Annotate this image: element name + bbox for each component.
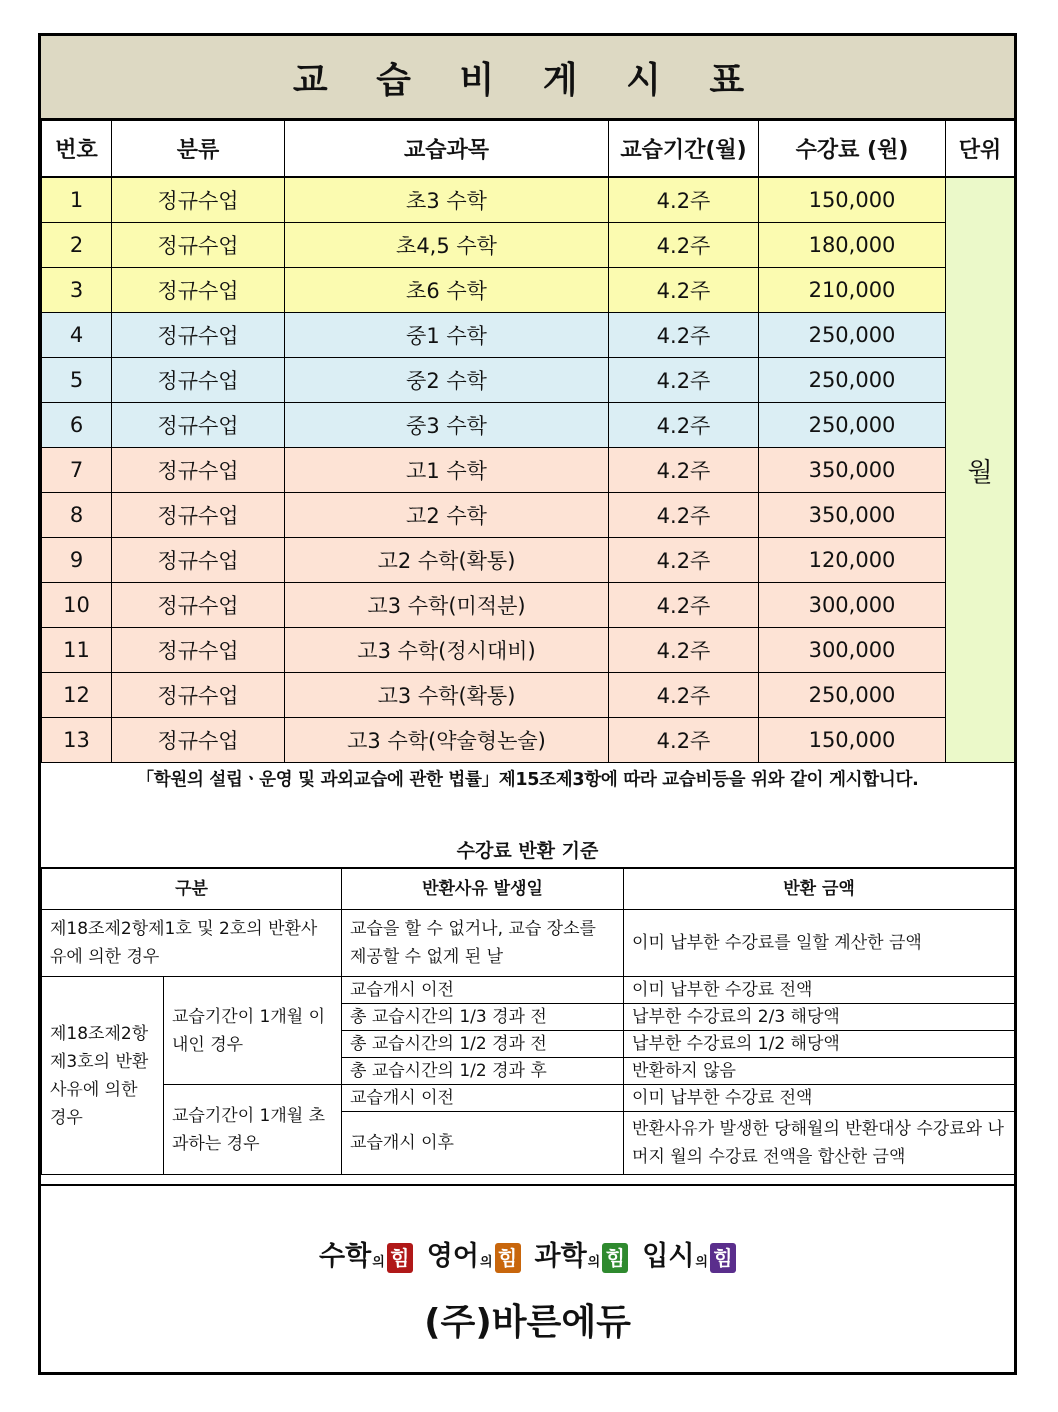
row-subject: 고3 수학(확통) (285, 673, 609, 718)
refund-table (41, 867, 1015, 1175)
refund-r4-when: 총 교습시간의 1/2 경과 후 (342, 1058, 624, 1085)
fee-table-header (42, 121, 1015, 178)
refund-r4-amount: 반환하지 않음 (624, 1058, 1015, 1085)
row-period: 4.2주 (609, 538, 759, 583)
row-number: 3 (42, 268, 112, 313)
row-category: 정규수업 (112, 448, 285, 493)
fee-row (42, 313, 1015, 358)
header-subject: 교습과목 (285, 121, 609, 178)
power-badge: 힘 (710, 1243, 736, 1273)
refund-case2-label: 제18조제2항 제3호의 반환 사유에 의한 경우 (42, 977, 164, 1175)
refund-r3-when: 총 교습시간의 1/2 경과 전 (342, 1031, 624, 1058)
header-category: 분류 (112, 121, 285, 178)
row-period: 4.2주 (609, 268, 759, 313)
row-subject: 중2 수학 (285, 358, 609, 403)
refund-header-amount: 반환 금액 (624, 868, 1015, 910)
refund-case2-sub1: 교습기간이 1개월 이내인 경우 (164, 977, 342, 1085)
fee-row (42, 583, 1015, 628)
refund-r1-when: 교습개시 이전 (342, 977, 624, 1004)
row-number: 7 (42, 448, 112, 493)
row-subject: 고3 수학(정시대비) (285, 628, 609, 673)
row-fee: 250,000 (759, 358, 946, 403)
refund-r2-when: 총 교습시간의 1/3 경과 전 (342, 1004, 624, 1031)
fee-row (42, 268, 1015, 313)
fee-row (42, 223, 1015, 268)
fee-row (42, 177, 1015, 223)
fee-table (41, 120, 1015, 763)
refund-case1-label: 제18조제2항제1호 및 2호의 반환사유에 의한 경우 (42, 910, 342, 977)
row-period: 4.2주 (609, 628, 759, 673)
row-fee: 150,000 (759, 177, 946, 223)
row-period: 4.2주 (609, 313, 759, 358)
legal-notice: 「학원의 설립ㆍ운영 및 과외교습에 관한 법률」제15조제3항에 따라 교습비등을 위와 같이 게시합니다. (136, 770, 919, 790)
refund-r5-amount: 이미 납부한 수강료 전액 (624, 1085, 1015, 1112)
company-name: (주)바른에듀 (424, 1302, 631, 1343)
row-category: 정규수업 (112, 268, 285, 313)
refund-r2-amount: 납부한 수강료의 2/3 해당액 (624, 1004, 1015, 1031)
refund-case2-sub2: 교습기간이 1개월 초과하는 경우 (164, 1085, 342, 1175)
row-category: 정규수업 (112, 493, 285, 538)
row-number: 8 (42, 493, 112, 538)
row-subject: 초6 수학 (285, 268, 609, 313)
row-category: 정규수업 (112, 177, 285, 223)
row-number: 6 (42, 403, 112, 448)
row-subject: 초3 수학 (285, 177, 609, 223)
refund-header (42, 868, 1015, 910)
row-category: 정규수업 (112, 538, 285, 583)
row-category: 정규수업 (112, 313, 285, 358)
row-period: 4.2주 (609, 718, 759, 763)
row-fee: 300,000 (759, 583, 946, 628)
header-number: 번호 (42, 121, 112, 178)
row-number: 11 (42, 628, 112, 673)
fee-row (42, 448, 1015, 493)
row-number: 1 (42, 177, 112, 223)
slogan-banner (41, 1234, 1014, 1273)
fee-row (42, 718, 1015, 763)
row-number: 5 (42, 358, 112, 403)
row-period: 4.2주 (609, 358, 759, 403)
slogan-english: 영어 의 힘 (427, 1234, 521, 1273)
header-unit: 단위 (946, 121, 1015, 178)
refund-r5-when: 교습개시 이전 (342, 1085, 624, 1112)
header-period: 교습기간(월) (609, 121, 759, 178)
row-number: 9 (42, 538, 112, 583)
row-category: 정규수업 (112, 403, 285, 448)
refund-r6-when: 교습개시 이후 (342, 1112, 624, 1175)
slogan-science: 과학 의 힘 (535, 1234, 629, 1273)
row-subject: 고3 수학(약술형논술) (285, 718, 609, 763)
fee-row (42, 673, 1015, 718)
refund-case1-amount: 이미 납부한 수강료를 일할 계산한 금액 (624, 910, 1015, 977)
row-period: 4.2주 (609, 493, 759, 538)
row-fee: 120,000 (759, 538, 946, 583)
refund-row (42, 1085, 1015, 1112)
row-subject: 고2 수학(확통) (285, 538, 609, 583)
row-fee: 250,000 (759, 403, 946, 448)
row-category: 정규수업 (112, 673, 285, 718)
row-subject: 고1 수학 (285, 448, 609, 493)
row-fee: 350,000 (759, 448, 946, 493)
row-period: 4.2주 (609, 448, 759, 493)
refund-row (42, 910, 1015, 977)
row-subject: 고2 수학 (285, 493, 609, 538)
power-badge: 힘 (602, 1243, 628, 1273)
power-badge: 힘 (387, 1243, 413, 1273)
fee-row (42, 628, 1015, 673)
row-period: 4.2주 (609, 583, 759, 628)
row-period: 4.2주 (609, 223, 759, 268)
row-fee: 250,000 (759, 673, 946, 718)
refund-header-category: 구분 (42, 868, 342, 910)
row-subject: 중3 수학 (285, 403, 609, 448)
row-category: 정규수업 (112, 583, 285, 628)
row-period: 4.2주 (609, 177, 759, 223)
row-category: 정규수업 (112, 223, 285, 268)
refund-r6-amount: 반환사유가 발생한 당해월의 반환대상 수강료와 나머지 월의 수강료 전액을 합산한 금액 (624, 1112, 1015, 1175)
refund-row (42, 977, 1015, 1004)
slogan-math: 수학 의 힘 (319, 1234, 413, 1273)
refund-title: 수강료 반환 기준 (456, 840, 599, 862)
header-fee: 수강료 (원) (759, 121, 946, 178)
row-period: 4.2주 (609, 403, 759, 448)
row-subject: 초4,5 수학 (285, 223, 609, 268)
row-number: 2 (42, 223, 112, 268)
row-number: 4 (42, 313, 112, 358)
page-title: 교 습 비 게 시 표 (41, 36, 1014, 120)
refund-case1-when: 교습을 할 수 없거나, 교습 장소를 제공할 수 없게 된 날 (342, 910, 624, 977)
refund-r3-amount: 납부한 수강료의 1/2 해당액 (624, 1031, 1015, 1058)
row-fee: 250,000 (759, 313, 946, 358)
fee-row (42, 538, 1015, 583)
power-badge: 힘 (495, 1243, 521, 1273)
row-fee: 210,000 (759, 268, 946, 313)
row-number: 10 (42, 583, 112, 628)
footer (41, 1184, 1014, 1372)
row-fee: 350,000 (759, 493, 946, 538)
row-subject: 고3 수학(미적분) (285, 583, 609, 628)
row-category: 정규수업 (112, 358, 285, 403)
slogan-admission: 입시 의 힘 (642, 1234, 736, 1273)
row-period: 4.2주 (609, 673, 759, 718)
row-category: 정규수업 (112, 628, 285, 673)
refund-header-when: 반환사유 발생일 (342, 868, 624, 910)
row-subject: 중1 수학 (285, 313, 609, 358)
row-fee: 180,000 (759, 223, 946, 268)
row-fee: 150,000 (759, 718, 946, 763)
fee-row (42, 403, 1015, 448)
refund-r1-amount: 이미 납부한 수강료 전액 (624, 977, 1015, 1004)
row-unit: 월 (946, 177, 1015, 763)
fee-row (42, 493, 1015, 538)
row-fee: 300,000 (759, 628, 946, 673)
fee-row (42, 358, 1015, 403)
fee-notice-board (38, 33, 1017, 1375)
row-number: 13 (42, 718, 112, 763)
row-category: 정규수업 (112, 718, 285, 763)
row-number: 12 (42, 673, 112, 718)
